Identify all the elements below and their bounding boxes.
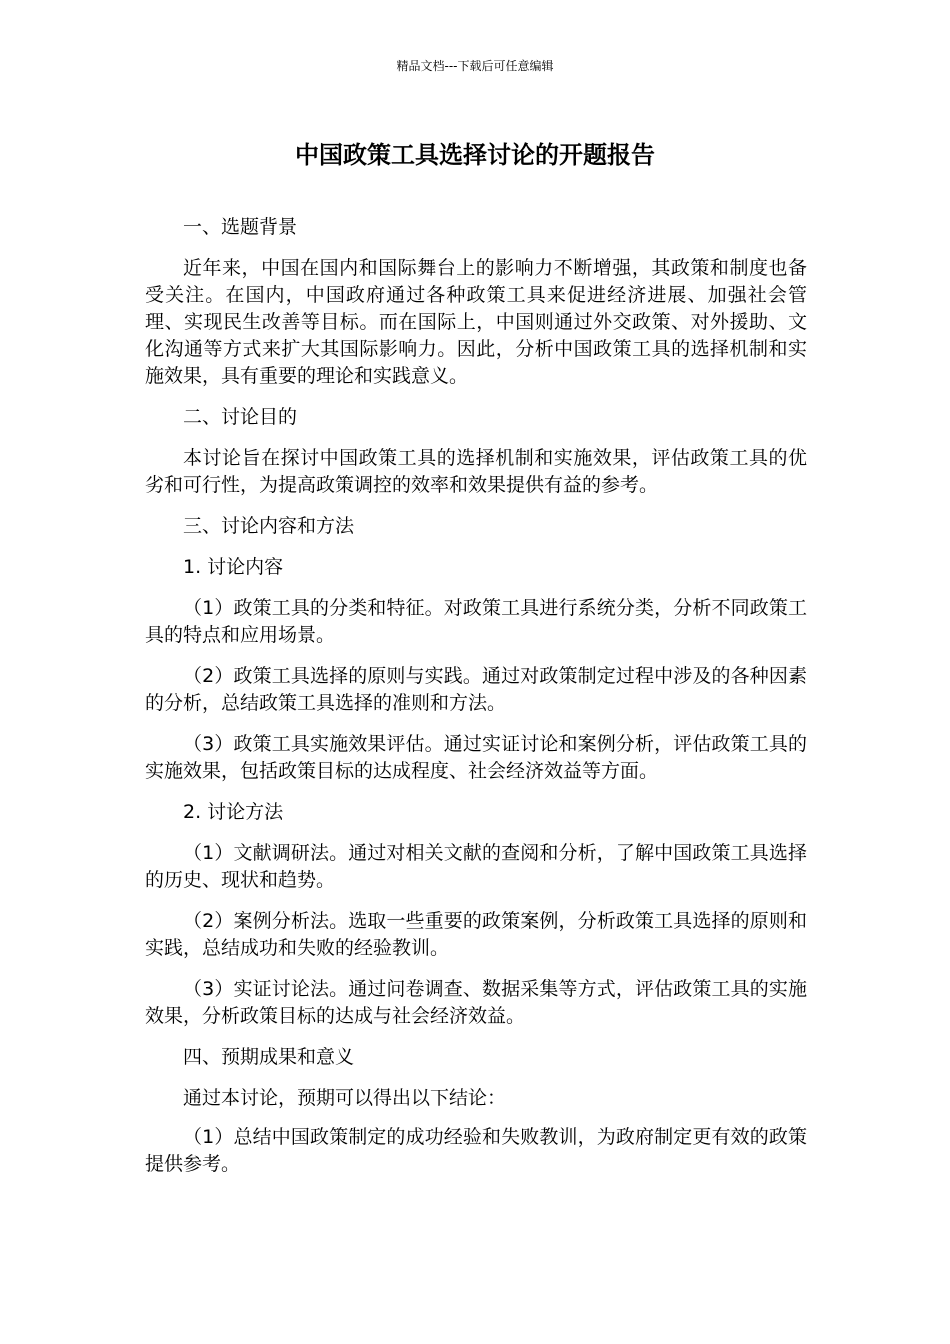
subheading-method: 2. 讨论方法 bbox=[183, 801, 284, 823]
paragraph-purpose: 本讨论旨在探讨中国政策工具的选择机制和实施效果，评估政策工具的优劣和可行性，为提高政策调控的效率和效果提供有益的参考。 bbox=[145, 447, 807, 496]
section-heading-purpose: 二、讨论目的 bbox=[183, 406, 298, 428]
paragraph-outcomes-intro: 通过本讨论，预期可以得出以下结论： bbox=[183, 1087, 507, 1109]
document-title: 中国政策工具选择讨论的开题报告 bbox=[295, 141, 655, 169]
document-body bbox=[145, 214, 807, 1192]
list-item-content-3: （3）政策工具实施效果评估。通过实证讨论和案例分析，评估政策工具的实施效果，包括政策目标的达成程度、社会经济效益等方面。 bbox=[145, 733, 807, 782]
section-heading-outcomes: 四、预期成果和意义 bbox=[183, 1046, 355, 1068]
list-item-method-3: （3）实证讨论法。通过问卷调查、数据采集等方式，评估政策工具的实施效果，分析政策目标的达成与社会经济效益。 bbox=[145, 978, 807, 1027]
list-item-outcome-1: （1）总结中国政策制定的成功经验和失败教训，为政府制定更有效的政策提供参考。 bbox=[145, 1126, 807, 1175]
header-note: 精品文档---下载后可任意编辑 bbox=[396, 59, 554, 73]
subheading-content: 1. 讨论内容 bbox=[183, 556, 284, 578]
section-heading-background: 一、选题背景 bbox=[183, 216, 298, 238]
section-heading-content-method: 三、讨论内容和方法 bbox=[183, 515, 355, 537]
list-item-content-2: （2）政策工具选择的原则与实践。通过对政策制定过程中涉及的各种因素的分析，总结政策工具选择的准则和方法。 bbox=[145, 665, 807, 714]
list-item-method-2: （2）案例分析法。选取一些重要的政策案例，分析政策工具选择的原则和实践，总结成功和失败的经验教训。 bbox=[145, 910, 807, 959]
list-item-content-1: （1）政策工具的分类和特征。对政策工具进行系统分类，分析不同政策工具的特点和应用场景。 bbox=[145, 597, 807, 646]
list-item-method-1: （1）文献调研法。通过对相关文献的查阅和分析，了解中国政策工具选择的历史、现状和趋势。 bbox=[145, 842, 807, 891]
paragraph-background: 近年来，中国在国内和国际舞台上的影响力不断增强，其政策和制度也备受关注。在国内，中国政府通过各种政策工具来促进经济进展、加强社会管理、实现民生改善等目标。而在国际上，中国则通过外交政策、对外援助、文化沟通等方式来扩大其国际影响力。因此，分析中国政策工具的选择机制和实施效果，具有重要的理论和实践意义。 bbox=[145, 257, 807, 387]
